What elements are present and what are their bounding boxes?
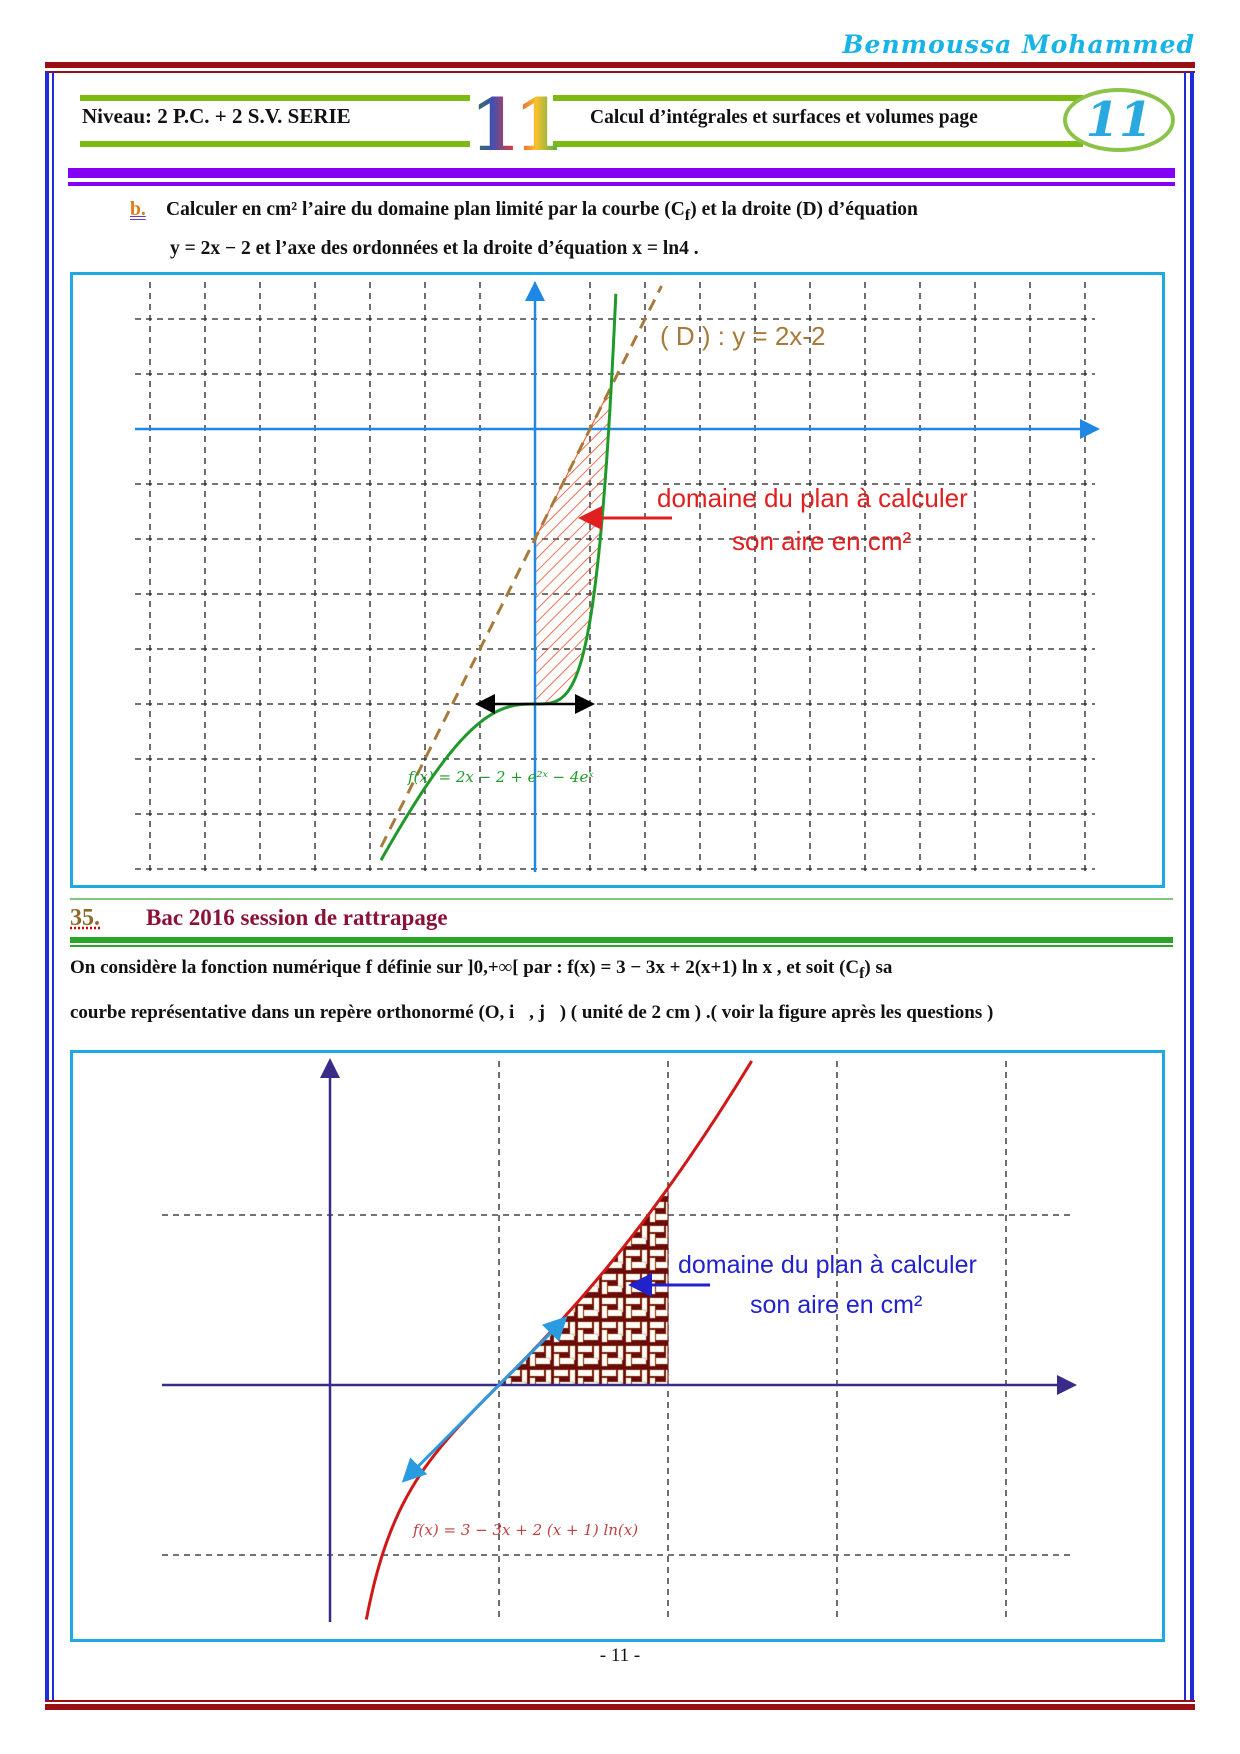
level-label: Niveau: 2 P.C. + 2 S.V. SERIE: [82, 104, 351, 128]
exercise-line-2: courbe représentative dans un repère orthonormé (O, i⃗, j⃗) ( unité de 2 cm ) .( voir la figure après les questions ): [70, 1002, 994, 1023]
domain-label-1: domaine du plan à calculer: [657, 483, 968, 513]
exercise-title: Bac 2016 session de rattrapage: [146, 905, 448, 930]
page-footer: - 11 -: [599, 1645, 641, 1666]
question-line-1: Calculer en cm² l’aire du domaine plan limité par la courbe $(C_f)$ et la droite (D) d’équation: [166, 199, 918, 224]
author-signature: Benmoussa Mohammed: [842, 30, 1195, 59]
domain-label-2: son aire en cm²: [732, 526, 912, 556]
curve-label: f(x) = 3 − 3x + 2 (x + 1) ln(x): [413, 1521, 639, 1539]
question-marker: b.: [130, 199, 146, 220]
question-line-2: y = 2x − 2 et l’axe des ordonnées et la droite d’équation x = ln4 .: [170, 238, 699, 259]
section-bar: [70, 937, 1173, 943]
figure-2-frame: [70, 1050, 1165, 1642]
exercise-line-1: On considère la fonction numérique f définie sur ]0,+∞[ par : f(x) = 3 − 3x + 2(x+1) ln x , et soit $(C_f)$ sa: [70, 957, 893, 982]
line-D: [381, 286, 662, 847]
exercise-number: 35.: [70, 905, 100, 931]
serie-number: 11: [470, 82, 559, 167]
topic-label: Calcul d’intégrales et surfaces et volumes page: [590, 107, 978, 128]
domain-label-2: son aire en cm²: [750, 1291, 923, 1319]
line-D-label: ( D ) : y = 2x-2: [660, 321, 826, 351]
domain-label-1: domaine du plan à calculer: [678, 1251, 977, 1279]
curve-label: f(x) = 2x − 2 + e²ˣ − 4eˣ: [408, 768, 594, 786]
section-bar-thin: [70, 945, 1173, 947]
section-divider: [70, 898, 1173, 900]
figure-1-grid: [135, 282, 1095, 872]
page-number-badge: 11: [1063, 88, 1175, 152]
